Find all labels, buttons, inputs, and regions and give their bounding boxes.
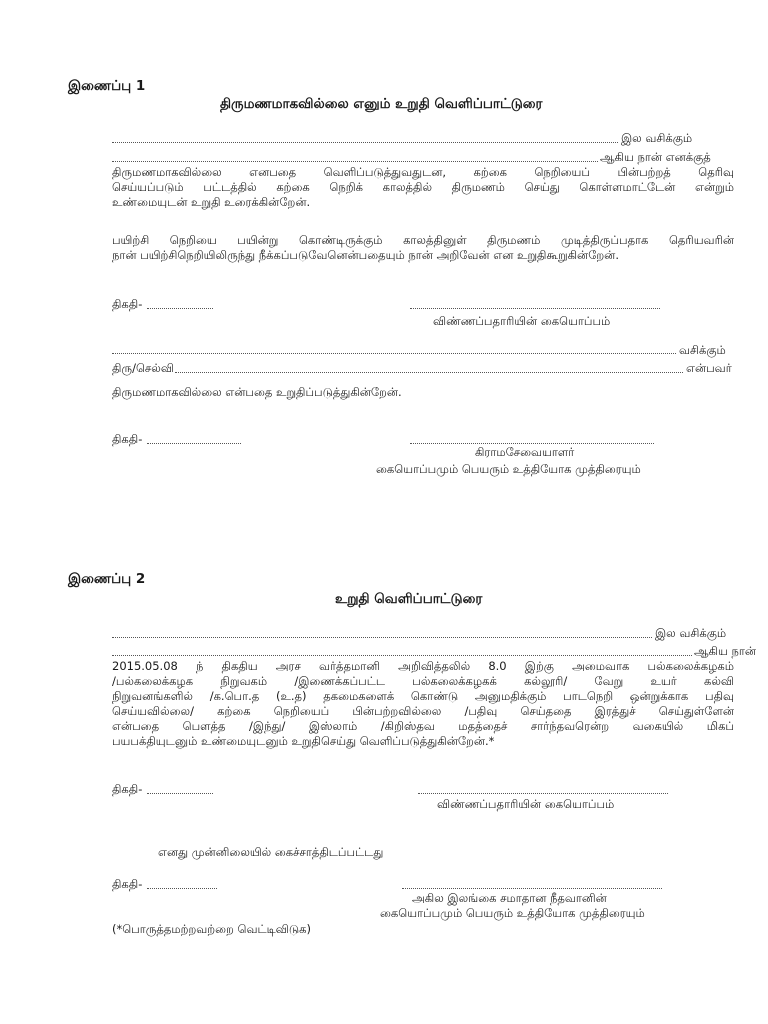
annex2-jp-title: அகில இலங்கை சமாதான நீதவானின் bbox=[412, 891, 607, 905]
annex2-jp-signature-label: கையொப்பமும் பெயரும் உத்தியோக முத்திரையும் bbox=[380, 906, 645, 920]
annex1-para1-line: உண்மையுடன் உறுதி உரைக்கின்றேன். bbox=[112, 195, 311, 209]
annex1-address-field[interactable] bbox=[112, 142, 618, 143]
annex2-label: இணைப்பு 2 bbox=[68, 571, 146, 587]
annex1-paragraph2 bbox=[112, 233, 734, 263]
annex2-footnote: (*பொருத்தமற்றவற்றை வெட்டிவிடுக) bbox=[112, 922, 311, 936]
annex1-date-label-2: திகதி- bbox=[112, 432, 143, 446]
annex1-title: திருமணமாகவில்லை எனும் உறுதி வெளிப்பாட்டுரை bbox=[220, 96, 543, 112]
annex2-residing-suffix: இல வசிக்கும் bbox=[655, 626, 727, 640]
annex2-para-line: 2015.05.08 ந் திகதிய அரச வர்த்தமானி அறிவித்தலில் 8.0 இற்கு அமைவாக பல்கலைக்கழகம் bbox=[112, 659, 734, 673]
annex2-applicant-signature-label: விண்ணப்பதாரியின் கையொப்பம் bbox=[437, 797, 615, 811]
annex1-signature-line[interactable] bbox=[410, 308, 660, 309]
annex2-para-line: செய்யவில்லை/ கற்கை நெறியைப் பின்பற்றவில்லை /பதிவு செய்ததை இரத்துச் செய்துள்ளேன் bbox=[112, 704, 734, 718]
annex1-resident-suffix: வசிக்கும் bbox=[679, 343, 726, 357]
annex1-name-field[interactable] bbox=[112, 161, 598, 162]
annex2-date-field[interactable] bbox=[147, 793, 213, 794]
annex1-date-label: திகதி- bbox=[112, 297, 143, 311]
annex2-para-line: நிறுவனங்களில் /க.பொ.த (உ.த) தகமைகளைக் கொண்டு அனுமதிக்கும் பாடநெறி ஒன்றுக்காக பதிவு bbox=[112, 689, 734, 703]
annex2-date-label-2: திகதி- bbox=[112, 877, 143, 891]
annex1-para2-line: நான் பயிற்சிநெறியிலிருந்து நீக்கப்படுவேனென்பதையும் நான் அறிவேன் என உறுதிகூறுகின்றேன். bbox=[112, 248, 619, 262]
annex2-paragraph bbox=[112, 659, 734, 749]
annex2-name-field[interactable] bbox=[112, 655, 692, 656]
annex2-name-suffix: ஆகிய நான் bbox=[694, 644, 757, 658]
annex2-para-line: பயபக்தியுடனும் உண்மையுடனும் உறுதிசெய்து வெளிப்படுத்துகின்றேன்.* bbox=[112, 734, 495, 748]
annex1-date-field[interactable] bbox=[147, 308, 213, 309]
annex2-date-field-2[interactable] bbox=[147, 888, 217, 889]
annex1-applicant-signature-label: விண்ணப்பதாரியின் கையொப்பம் bbox=[433, 314, 611, 328]
annex1-label: இணைப்பு 1 bbox=[68, 78, 146, 94]
annex2-jp-signature-line[interactable] bbox=[402, 888, 662, 889]
annex1-resident-address-field[interactable] bbox=[112, 353, 676, 354]
annex2-title: உறுதி வெளிப்பாட்டுரை bbox=[335, 591, 483, 607]
annex1-gn-signature-line[interactable] bbox=[410, 443, 654, 444]
annex1-gn-signature-label: கையொப்பமும் பெயரும் உத்தியோக முத்திரையும் bbox=[376, 462, 641, 476]
annex1-gn-title: கிராமசேவையாளர் bbox=[475, 445, 575, 459]
annex2-date-label: திகதி- bbox=[112, 782, 143, 796]
annex1-confirm-text: திருமணமாகவில்லை என்பதை உறுதிப்படுத்துகின்றேன். bbox=[112, 385, 402, 399]
annex1-para1-line: செய்யப்படும் பட்டத்தில் கற்கை நெறிக் காலத்தில் திருமணம் செய்து கொள்ளமாட்டேன் என்றும் bbox=[112, 180, 734, 194]
annex2-para-line: /பல்கலைக்கழக நிறுவகம் /இணைக்கப்பட்ட பல்கலைக்கழகக் கல்லூரி/ வேறு உயர் கல்வி bbox=[112, 674, 734, 688]
annex2-para-line: என்பதை பௌத்த /இந்து/ இஸ்லாம் /கிறிஸ்தவ மதத்தைச் சார்ந்தவரென்ற வகையில் மிகப் bbox=[112, 719, 734, 733]
annex2-signed-before: எனது முன்னிலையில் கைச்சாத்திடப்பட்டது bbox=[158, 845, 384, 859]
annex1-name-suffix: ஆகிய நான் எனக்குத் bbox=[600, 150, 711, 164]
annex1-para2-line: பயிற்சி நெறியை பயின்று கொண்டிருக்கும் காலத்தினுள் திருமணம் முடித்திருப்பதாக தெரியவரின் bbox=[112, 233, 734, 247]
annex2-address-field[interactable] bbox=[112, 637, 652, 638]
annex1-para1-line: திருமணமாகவில்லை எனபதை வெளிப்படுத்துவதுடன, கற்கை நெறியைப் பின்பற்றத் தெரிவு bbox=[112, 165, 734, 179]
annex1-person-name-field[interactable] bbox=[175, 372, 683, 373]
annex1-known-as: என்பவர் bbox=[686, 361, 732, 375]
annex1-residing-suffix: இல வசிக்கும் bbox=[621, 131, 693, 145]
annex1-mr-mrs-label: திரு/செல்வி bbox=[112, 361, 174, 375]
annex1-date-field-2[interactable] bbox=[147, 443, 241, 444]
annex1-paragraph1 bbox=[112, 165, 734, 210]
annex2-signature-line[interactable] bbox=[418, 793, 668, 794]
